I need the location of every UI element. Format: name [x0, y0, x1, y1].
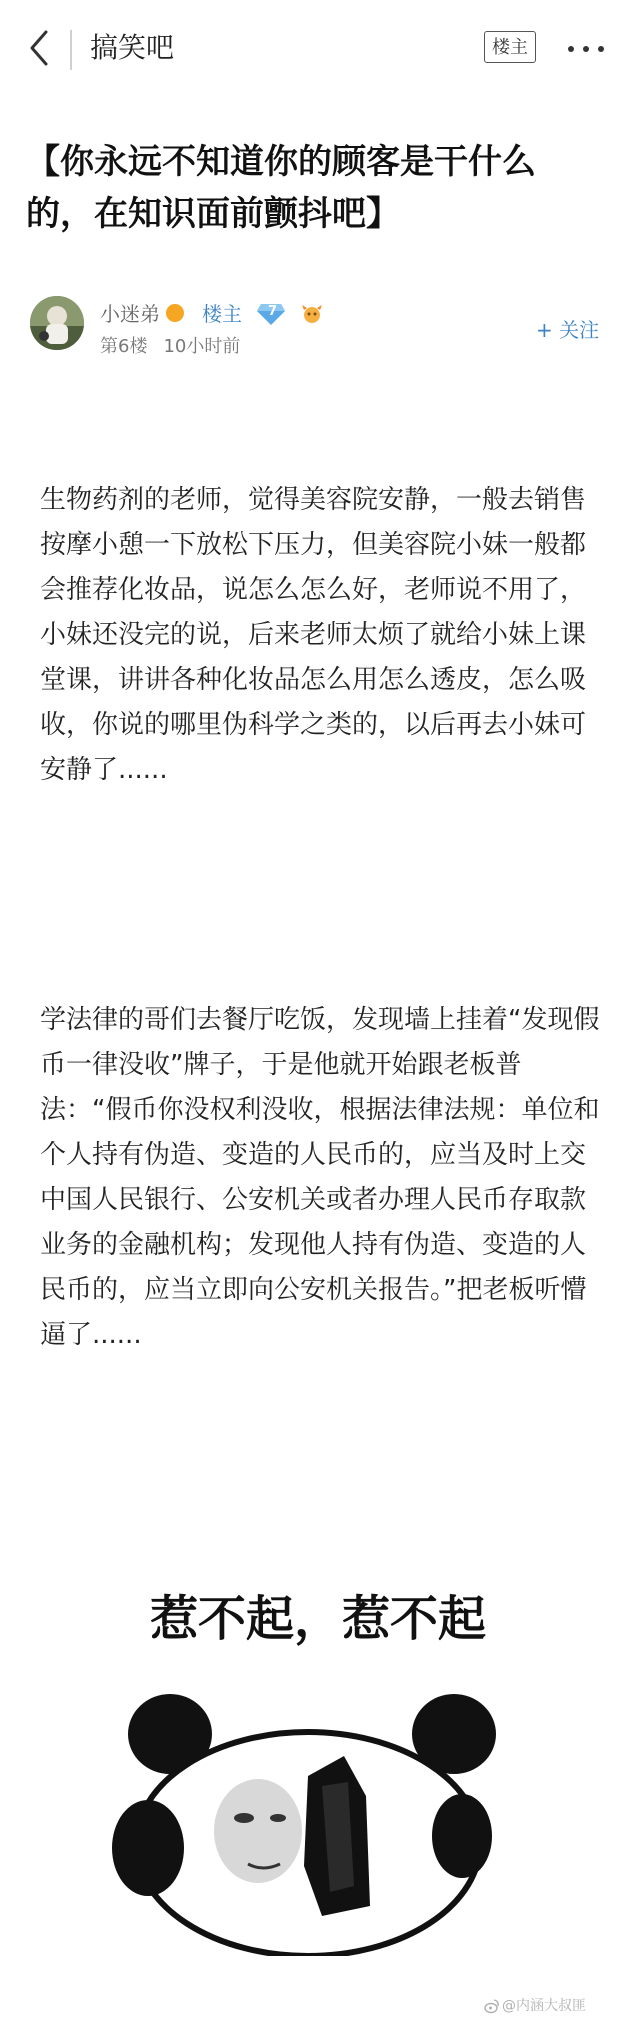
post-title: 【你永远不知道你的顾客是干什么的，在知识面前颤抖吧】: [26, 142, 536, 234]
forum-name[interactable]: 搞笑吧: [90, 31, 175, 64]
content-paragraph-1: 生物药剂的老师，觉得美容院安静，一般去销售按摩小憩一下放松下压力，但美容院小妹一般都会推荐化妆品，说怎么怎么好，老师说不用了，小妹还没完的说，后来老师太烦了就给小妹上课堂课，讲讲各种化妆品怎么用怎么透皮，怎么吸收，你说的哪里伪科学之类的，以后再去小妹可安静了......: [40, 485, 587, 785]
level-number: 7: [268, 304, 278, 319]
meme-caption: 惹不起，惹不起: [149, 1591, 486, 1647]
floor-number: 第6楼: [100, 336, 148, 357]
content-paragraph-2: 学法律的哥们去餐厅吃饭，发现墙上挂着“发现假币一律没收”牌子，于是他就开始跟老板普法：“假币你没权利没收，根据法律法规：单位和个人持有伪造、变造的人民币的，应当及时上交中国人民银行、公安机关或者办理人民币存取款业务的金融机构；发现他人持有伪造、变造的人民币的，应当立即向公安机关报告。”把老板听懵逼了......: [40, 1005, 600, 1350]
avatar[interactable]: [30, 296, 84, 350]
weibo-logo-icon: [484, 1998, 500, 2014]
fan-badge-icon: [300, 304, 324, 324]
watermark: @内涵大叔匪: [502, 1998, 586, 2014]
back-arrow-icon[interactable]: [22, 26, 62, 70]
only-owner-button[interactable]: 楼主: [484, 31, 536, 63]
top-navigation-bar: [0, 0, 640, 100]
follow-button[interactable]: + 关注: [536, 318, 600, 342]
owner-tag: 楼主: [202, 302, 242, 326]
floor-meta: [100, 334, 240, 360]
panda-meme-image: [108, 1586, 528, 1956]
more-dots-icon[interactable]: [564, 34, 608, 64]
post-time: 10小时前: [163, 336, 241, 357]
emoji-icon: [166, 304, 184, 322]
title-divider: [70, 30, 72, 70]
author-name[interactable]: 小迷弟: [100, 302, 160, 326]
